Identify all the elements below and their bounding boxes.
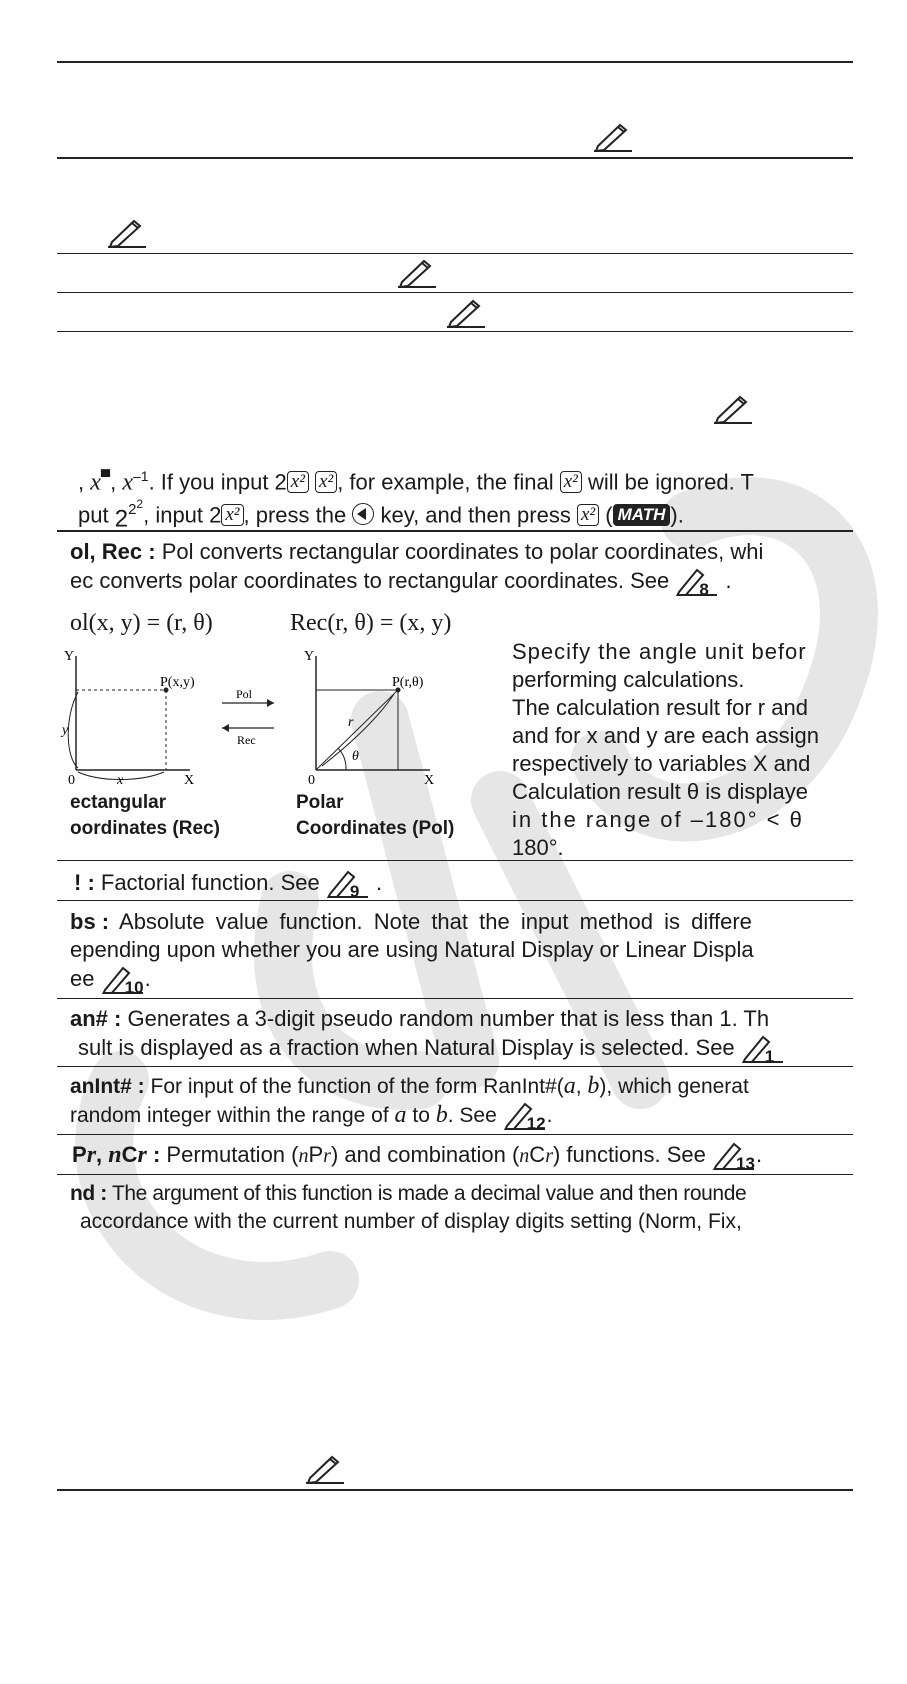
rnd-heading: nd : bbox=[70, 1182, 107, 1205]
text: . bbox=[144, 966, 151, 991]
reference-number: 12 bbox=[526, 1114, 546, 1133]
rule-6 bbox=[57, 530, 853, 532]
r-label: r bbox=[348, 715, 354, 730]
reference-pencil-icon bbox=[675, 566, 719, 599]
caption-line: ectangular bbox=[70, 792, 167, 813]
var-a: a bbox=[563, 1073, 576, 1099]
text: ) and combination ( bbox=[330, 1142, 520, 1167]
text: random integer within the range of bbox=[70, 1104, 395, 1127]
npr-heading: n bbox=[108, 1142, 122, 1168]
note-line: Calculation result θ is displaye bbox=[512, 779, 808, 804]
text: key, and then press bbox=[374, 502, 577, 528]
rule-13 bbox=[57, 1489, 853, 1491]
ran-line-1 bbox=[70, 1005, 769, 1033]
note-line: The calculation result for r and bbox=[512, 695, 808, 720]
rule-3 bbox=[57, 253, 853, 254]
origin-label: 0 bbox=[68, 773, 75, 786]
pol-notes bbox=[512, 638, 848, 862]
pol-line-2 bbox=[70, 566, 732, 599]
pencil-icon bbox=[592, 122, 634, 157]
caption-line: oordinates (Rec) bbox=[70, 818, 220, 839]
reference-pencil-icon bbox=[741, 1033, 785, 1066]
reference-number: 13 bbox=[735, 1154, 755, 1173]
coordinate-diagram bbox=[60, 648, 470, 786]
text: , bbox=[78, 469, 91, 495]
factorial-line bbox=[74, 868, 383, 901]
text: C bbox=[529, 1142, 546, 1167]
npr-heading: r bbox=[137, 1142, 147, 1168]
arrow-rec-label: Rec bbox=[237, 733, 256, 747]
rule-1 bbox=[57, 61, 853, 63]
text: . bbox=[376, 870, 383, 895]
rule-9 bbox=[57, 998, 853, 999]
formula-pol: ol(x, y) = (r, θ) bbox=[70, 610, 213, 636]
var-b: b bbox=[587, 1073, 600, 1099]
caption-line: Coordinates (Pol) bbox=[296, 818, 455, 839]
text: ec converts polar coordinates to rectangular coordinates. See bbox=[70, 568, 670, 593]
text: put bbox=[78, 502, 115, 528]
var-n: n bbox=[298, 1145, 309, 1167]
abs-line-2: epending upon whether you are using Natural Display or Linear Displa bbox=[70, 937, 754, 962]
x-squared-key-icon: x² bbox=[577, 504, 599, 526]
note-line: Specify the angle unit befor bbox=[512, 639, 807, 664]
pencil-icon bbox=[396, 258, 438, 293]
math-key-icon: MATH bbox=[613, 504, 671, 526]
x-squared-key-icon: x² bbox=[287, 471, 309, 493]
text: . bbox=[546, 1104, 553, 1127]
var-a: a bbox=[394, 1102, 407, 1128]
theta-label: θ bbox=[352, 749, 359, 764]
sup: 2 bbox=[136, 497, 144, 511]
text: For input of the function of the form RanInt#( bbox=[144, 1075, 564, 1098]
rule-10 bbox=[57, 1066, 853, 1067]
rule-12 bbox=[57, 1174, 853, 1175]
abs-heading: bs : bbox=[70, 909, 110, 934]
text: . See bbox=[447, 1104, 497, 1127]
pol-heading: ol, Rec : bbox=[70, 539, 156, 564]
text: The argument of this function is made a decimal value and then rounde bbox=[106, 1182, 747, 1205]
y-dimension-label: y bbox=[62, 723, 69, 738]
note-line: 180°. bbox=[512, 835, 564, 860]
pencil-icon bbox=[304, 1454, 346, 1489]
reference-pencil-icon bbox=[326, 868, 370, 901]
text: P bbox=[308, 1142, 324, 1167]
text: will be ignored. T bbox=[581, 469, 754, 495]
text: Pol converts rectangular coordinates to polar coordinates, whi bbox=[155, 539, 764, 564]
npr-heading: , bbox=[96, 1142, 109, 1167]
factorial-heading: ! : bbox=[74, 870, 95, 895]
point-label: P(x,y) bbox=[160, 675, 195, 690]
caption-line: Polar bbox=[296, 792, 344, 813]
text: . If you input 2 bbox=[148, 469, 287, 495]
point-label: P(r,θ) bbox=[392, 675, 424, 690]
text: ( bbox=[599, 502, 613, 528]
x-squared-key-icon: x² bbox=[315, 471, 337, 493]
x-squared-key-icon: x² bbox=[560, 471, 582, 493]
rnd-line-1 bbox=[70, 1180, 746, 1208]
text: , bbox=[110, 469, 123, 495]
arrow-pol-label: Pol bbox=[236, 687, 253, 701]
text: Permutation ( bbox=[160, 1142, 299, 1167]
reference-pencil-icon bbox=[503, 1100, 547, 1133]
npr-heading: r bbox=[86, 1142, 97, 1168]
note-line: respectively to variables X and bbox=[512, 751, 811, 776]
rule-5 bbox=[57, 331, 853, 332]
text: Factorial function. See bbox=[94, 870, 320, 895]
abs-line-1 bbox=[70, 908, 752, 936]
x-symbol: x bbox=[90, 469, 101, 496]
text: ), which generat bbox=[599, 1075, 749, 1098]
rule-4 bbox=[57, 292, 853, 293]
text: , input 2 bbox=[143, 502, 222, 528]
text: sult is displayed as a fraction when Natural Display is selected. See bbox=[78, 1035, 735, 1060]
var-r: r bbox=[323, 1145, 331, 1167]
ran-heading: an# : bbox=[70, 1006, 122, 1031]
npr-heading: : bbox=[146, 1142, 161, 1167]
rule-11 bbox=[57, 1134, 853, 1135]
x-squared-key-icon: x² bbox=[221, 504, 243, 526]
rule-8 bbox=[57, 900, 853, 901]
rule-7 bbox=[57, 860, 853, 861]
pol-line-1 bbox=[70, 538, 763, 566]
var-r: r bbox=[545, 1145, 553, 1167]
pencil-icon bbox=[445, 298, 487, 333]
left-arrow-key-icon bbox=[352, 503, 374, 525]
abs-line-3 bbox=[70, 964, 151, 997]
text: 2 bbox=[114, 505, 129, 533]
reference-pencil-icon bbox=[101, 964, 145, 997]
reference-number: 1 bbox=[764, 1047, 775, 1066]
formula-rec: Rec(r, θ) = (x, y) bbox=[290, 610, 452, 636]
text: . bbox=[755, 1142, 763, 1167]
reference-pencil-icon bbox=[712, 1140, 756, 1173]
note-line: performing calculations. bbox=[512, 667, 745, 692]
rnd-line-2: accordance with the current number of display digits setting (Norm, Fix, bbox=[80, 1210, 742, 1233]
axis-y-label: Y bbox=[304, 649, 315, 664]
x-symbol: x bbox=[122, 469, 133, 496]
text: , bbox=[575, 1075, 588, 1098]
text: Generates a 3-digit pseudo random number that is less than 1. Th bbox=[121, 1006, 770, 1031]
npr-heading: P bbox=[72, 1142, 87, 1167]
x-dimension-label: x bbox=[117, 773, 124, 786]
power-line-2 bbox=[78, 490, 684, 533]
sup bbox=[128, 497, 144, 518]
text: , press the bbox=[243, 502, 353, 528]
reference-number: 9 bbox=[349, 882, 360, 901]
note-line: and for x and y are each assign bbox=[512, 723, 819, 748]
sup: –1 bbox=[133, 468, 149, 484]
axis-x-label: X bbox=[424, 773, 435, 786]
reference-number: 8 bbox=[699, 580, 709, 599]
ranint-line-1 bbox=[70, 1072, 749, 1101]
rule-2 bbox=[57, 157, 853, 159]
text: to bbox=[406, 1104, 436, 1127]
ran-line-2 bbox=[78, 1033, 785, 1066]
ranint-line-2 bbox=[70, 1100, 553, 1133]
text: , for example, the final bbox=[337, 469, 560, 495]
axis-x-label: X bbox=[184, 773, 195, 786]
pencil-icon bbox=[106, 218, 148, 253]
var-n: n bbox=[519, 1145, 530, 1167]
text: ). bbox=[670, 502, 684, 528]
pencil-icon bbox=[712, 394, 754, 429]
npr-line bbox=[72, 1140, 763, 1173]
text: . bbox=[725, 568, 732, 593]
ranint-heading: anInt# : bbox=[70, 1075, 145, 1098]
origin-label: 0 bbox=[308, 773, 315, 786]
caption-polar bbox=[296, 790, 454, 842]
axis-y-label: Y bbox=[64, 649, 75, 664]
text: 2 bbox=[128, 501, 137, 518]
caption-rectangular bbox=[70, 790, 220, 842]
sup: ▀ bbox=[100, 469, 111, 484]
note-line: in the range of –180° < θ bbox=[512, 807, 804, 832]
text: ) functions. See bbox=[552, 1142, 706, 1167]
npr-heading: C bbox=[121, 1142, 138, 1167]
text: Absolute value function. Note that the input method is differe bbox=[109, 909, 752, 934]
var-b: b bbox=[435, 1102, 448, 1128]
text: ee bbox=[70, 966, 95, 991]
reference-number: 10 bbox=[124, 978, 144, 997]
